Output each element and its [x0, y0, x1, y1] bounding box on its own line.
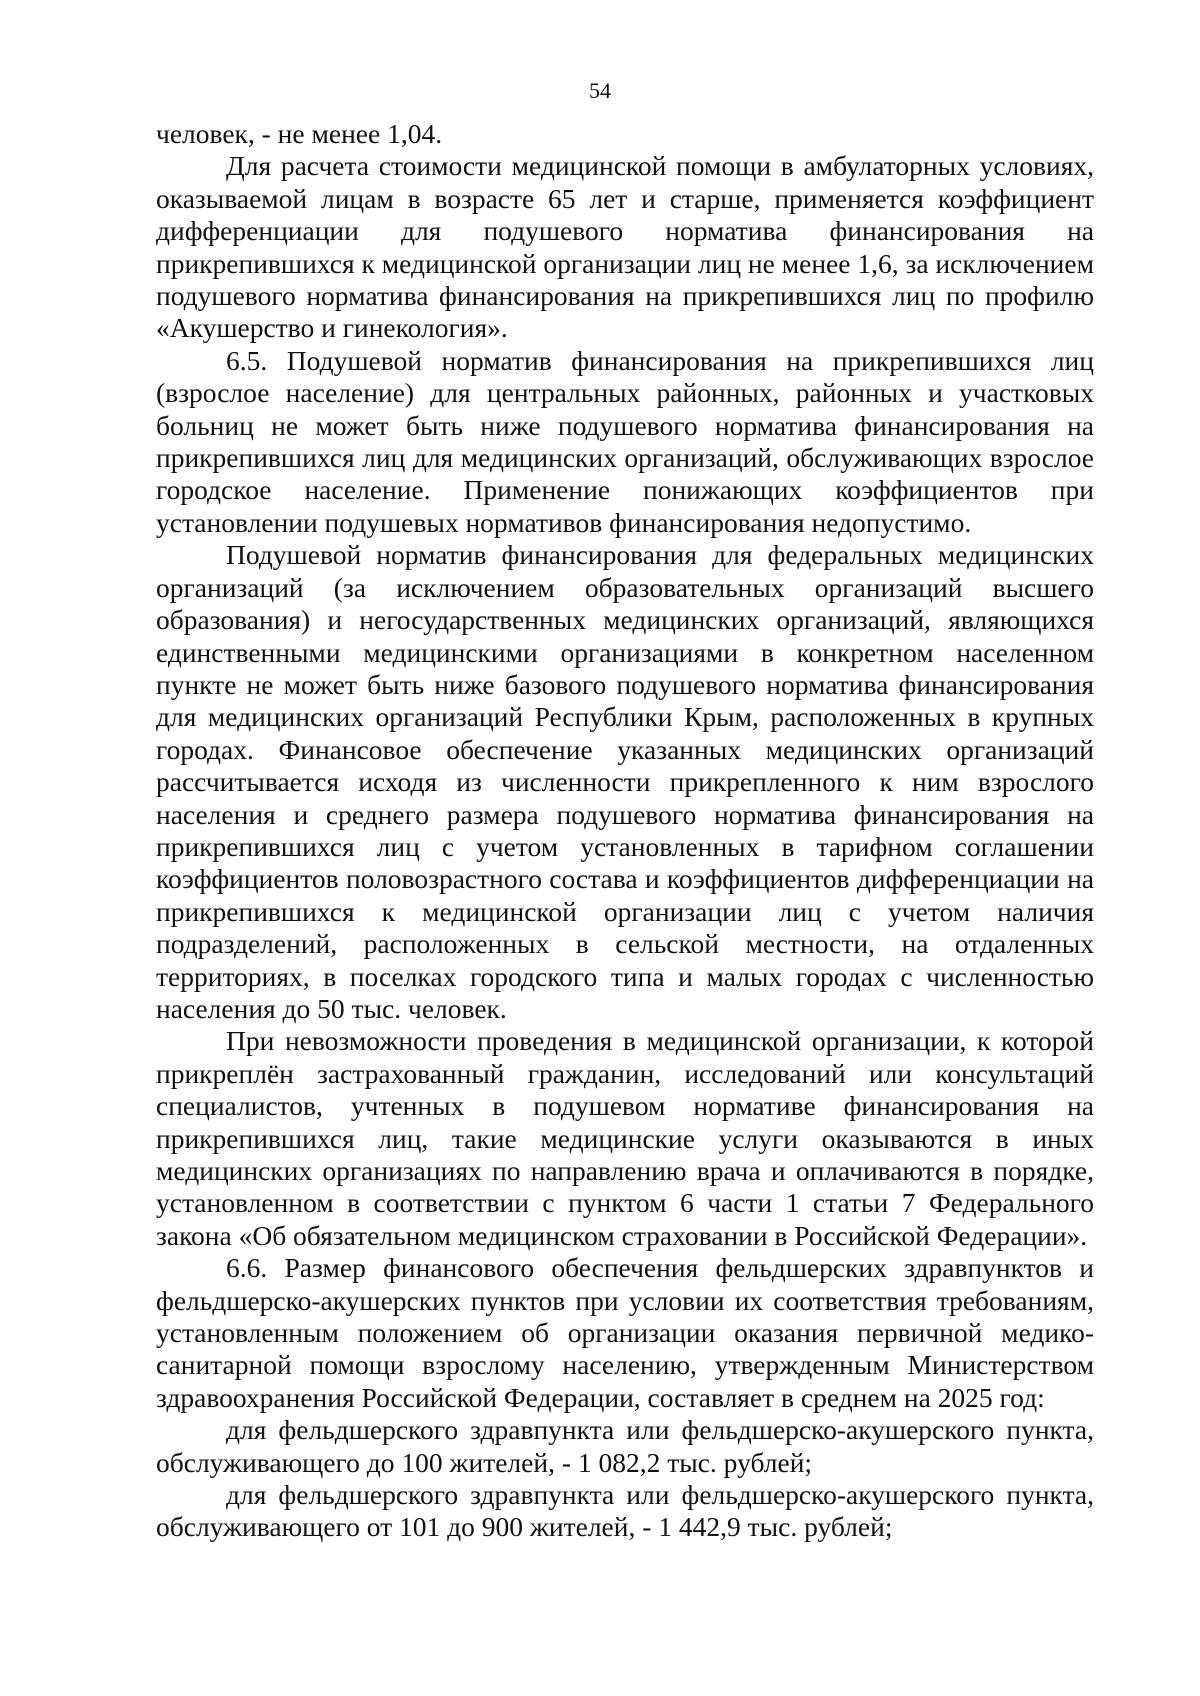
paragraph-6-6: 6.6. Размер финансового обеспечения фельдшерских здравпунктов и фельдшерско-акушерских пунктов при условии их соответствия требованиям, установленным положением об организации оказания первичной медико-санитарной помощи взрослому населению, утвержденным Министерством здравоохранения Российской Федерации, составляет в среднем на 2025 год: — [156, 1252, 1094, 1413]
paragraph-other-organizations: При невозможности проведения в медицинской организации, к которой прикреплён застрахованный гражданин, исследований или консультаций специалистов, учтенных в подушевом нормативе финансирования на прикрепившихся лиц, такие медицинские услуги оказываются в иных медицинских организациях по направлению врача и оплачиваются в порядке, установленном в соответствии с пунктом 6 части 1 статьи 7 Федерального закона «Об обязательном медицинском страховании в Российской Федерации». — [156, 1025, 1094, 1251]
page-number: 54 — [589, 78, 611, 103]
paragraph-federal-organizations: Подушевой норматив финансирования для федеральных медицинских организаций (за исключением образовательных организаций высшего образования) и негосударственных медицинских организаций, являющихся единственными медицинскими организациями в конкретном населенном пункте не может быть ниже базового подушевого норматива финансирования для медицинских организаций Республики Крым, расположенных в крупных городах. Финансовое обеспечение указанных медицинских организаций рассчитывается исходя из численности прикрепленного к ним взрослого населения и среднего размера подушевого норматива финансирования на прикрепившихся лиц с учетом установленных в тарифном соглашении коэффициентов половозрастного состава и коэффициентов дифференциации на прикрепившихся к медицинской организации лиц с учетом наличия подразделений, расположенных в сельской местности, на отдаленных территориях, в поселках городского типа и малых городах с численностью населения до 50 тыс. человек. — [156, 539, 1094, 1024]
list-item-101-to-900: для фельдшерского здравпункта или фельдшерско-акушерского пункта, обслуживающего от 101 до 900 жителей, - 1 442,9 тыс. рублей; — [156, 1479, 1094, 1543]
document-body — [156, 118, 1094, 1544]
paragraph-continuation: человек, - не менее 1,04. — [156, 118, 443, 149]
paragraph-age-coefficient: Для расчета стоимости медицинской помощи в амбулаторных условиях, оказываемой лицам в возрасте 65 лет и старше, применяется коэффициент дифференциации для подушевого норматива финансирования на прикрепившихся к медицинской организации лиц не менее 1,6, за исключением подушевого норматива финансирования на прикрепившихся лиц по профилю «Акушерство и гинекология». — [156, 150, 1094, 344]
list-item-up-to-100: для фельдшерского здравпункта или фельдшерско-акушерского пункта, обслуживающего до 100 жителей, - 1 082,2 тыс. рублей; — [156, 1414, 1094, 1478]
paragraph-6-5: 6.5. Подушевой норматив финансирования на прикрепившихся лиц (взрослое население) для центральных районных, районных и участковых больниц не может быть ниже подушевого норматива финансирования на прикрепившихся лиц для медицинских организаций, обслуживающих взрослое городское население. Применение понижающих коэффициентов при установлении подушевых нормативов финансирования недопустимо. — [156, 344, 1094, 538]
